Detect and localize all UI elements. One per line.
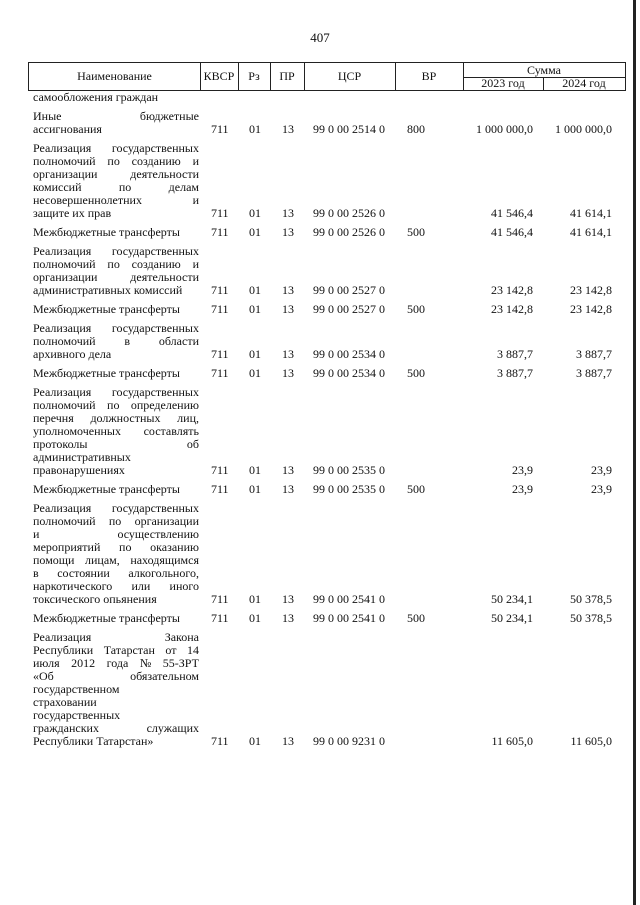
cell-kvsr: 711 — [211, 347, 229, 361]
row-name — [28, 91, 199, 104]
row-name-line: государственных — [33, 708, 121, 722]
cell-rz: 01 — [249, 283, 261, 297]
cell-kvsr: 711 — [211, 592, 229, 606]
cell-csr: 99 0 00 2535 0 — [313, 482, 385, 496]
row-name-line: перечня должностных лиц, — [33, 411, 199, 425]
cell-rz: 01 — [249, 734, 261, 748]
table-row — [28, 245, 626, 297]
table-row — [28, 483, 626, 496]
cell-a2023: 11 605,0 — [491, 734, 533, 748]
cell-pr: 13 — [282, 611, 294, 625]
table-row — [28, 631, 626, 748]
row-name-line: несовершеннолетних и — [33, 193, 199, 207]
header-csr: ЦСР — [304, 63, 396, 90]
cell-rz: 01 — [249, 611, 261, 625]
table-header — [28, 62, 626, 91]
cell-rz: 01 — [249, 302, 261, 316]
row-name — [28, 226, 199, 239]
table-row — [28, 502, 626, 606]
row-name-line: защите их прав — [33, 206, 112, 220]
row-name-line: правонарушениях — [33, 463, 125, 477]
row-name — [28, 245, 199, 297]
cell-a2023: 23 142,8 — [491, 283, 533, 297]
table-row — [28, 142, 626, 220]
header-vr: ВР — [395, 63, 464, 90]
row-name-line: полномочий по организации — [33, 514, 199, 528]
cell-a2024: 50 378,5 — [570, 592, 612, 606]
cell-csr: 99 0 00 2526 0 — [313, 206, 385, 220]
cell-kvsr: 711 — [211, 734, 229, 748]
cell-kvsr: 711 — [211, 482, 229, 496]
cell-a2023: 1 000 000,0 — [476, 122, 533, 136]
header-pr: ПР — [270, 63, 305, 90]
cell-pr: 13 — [282, 366, 294, 380]
cell-kvsr: 711 — [211, 225, 229, 239]
row-name-line: Реализация государственных — [33, 244, 199, 258]
cell-a2024: 23 142,8 — [570, 302, 612, 316]
table-row — [28, 386, 626, 477]
row-name-line: Межбюджетные трансферты — [33, 302, 180, 316]
cell-pr: 13 — [282, 734, 294, 748]
table-row — [28, 91, 626, 104]
cell-kvsr: 711 — [211, 611, 229, 625]
row-name — [28, 386, 199, 477]
header-year-2024: 2024 год — [562, 76, 606, 90]
cell-kvsr: 711 — [211, 366, 229, 380]
scan-edge — [633, 0, 636, 905]
row-name-line: Реализация Закона — [33, 630, 199, 644]
table-row — [28, 226, 626, 239]
cell-pr: 13 — [282, 592, 294, 606]
row-name-line: комиссий по делам — [33, 180, 199, 194]
cell-a2023: 50 234,1 — [491, 592, 533, 606]
row-name-line: Республики Татарстан от 14 — [33, 643, 199, 657]
row-name-line: в состоянии алкогольного, — [33, 566, 199, 580]
row-name — [28, 322, 199, 361]
cell-csr: 99 0 00 2527 0 — [313, 283, 385, 297]
table-row — [28, 303, 626, 316]
cell-pr: 13 — [282, 302, 294, 316]
cell-csr: 99 0 00 2526 0 — [313, 225, 385, 239]
row-name — [28, 142, 199, 220]
cell-rz: 01 — [249, 366, 261, 380]
row-name-line: Реализация государственных — [33, 385, 199, 399]
cell-vr: 800 — [407, 122, 425, 136]
cell-a2023: 50 234,1 — [491, 611, 533, 625]
cell-csr: 99 0 00 2534 0 — [313, 366, 385, 380]
row-name-line: страховании — [33, 695, 97, 709]
cell-a2023: 23 142,8 — [491, 302, 533, 316]
cell-a2024: 23 142,8 — [570, 283, 612, 297]
row-name-line: Межбюджетные трансферты — [33, 366, 180, 380]
cell-a2023: 3 887,7 — [497, 347, 533, 361]
row-name — [28, 502, 199, 606]
cell-csr: 99 0 00 2535 0 — [313, 463, 385, 477]
header-rz: Рз — [238, 63, 271, 90]
row-name-line: помощи лицам, находящимся — [33, 553, 199, 567]
row-name-line: государственном — [33, 682, 120, 696]
cell-pr: 13 — [282, 225, 294, 239]
cell-a2023: 3 887,7 — [497, 366, 533, 380]
cell-kvsr: 711 — [211, 122, 229, 136]
cell-rz: 01 — [249, 225, 261, 239]
table-row — [28, 367, 626, 380]
row-name-line: и осуществлению — [33, 527, 199, 541]
cell-kvsr: 711 — [211, 302, 229, 316]
cell-csr: 99 0 00 2527 0 — [313, 302, 385, 316]
row-name-line: Реализация государственных — [33, 321, 199, 335]
cell-kvsr: 711 — [211, 283, 229, 297]
header-name: Наименование — [29, 63, 201, 90]
header-sum: Сумма — [463, 63, 625, 78]
cell-vr: 500 — [407, 366, 425, 380]
cell-pr: 13 — [282, 347, 294, 361]
cell-a2024: 3 887,7 — [576, 347, 612, 361]
cell-vr: 500 — [407, 482, 425, 496]
row-name-line: токсического опьянения — [33, 592, 157, 606]
row-name-line: Иные бюджетные — [33, 109, 199, 123]
cell-kvsr: 711 — [211, 463, 229, 477]
row-name — [28, 110, 199, 136]
cell-vr: 500 — [407, 225, 425, 239]
row-name — [28, 303, 199, 316]
cell-pr: 13 — [282, 463, 294, 477]
row-name-line: полномочий по созданию и — [33, 154, 199, 168]
row-name-line: Межбюджетные трансферты — [33, 225, 180, 239]
row-name — [28, 612, 199, 625]
table-row — [28, 322, 626, 361]
page-number: 407 — [310, 30, 330, 45]
cell-a2023: 23,9 — [512, 482, 533, 496]
cell-rz: 01 — [249, 206, 261, 220]
table-row — [28, 110, 626, 136]
row-name — [28, 483, 199, 496]
row-name-line: протоколы об — [33, 437, 199, 451]
cell-a2024: 3 887,7 — [576, 366, 612, 380]
row-name-line: наркотического или иного — [33, 579, 199, 593]
header-year-2023: 2023 год — [463, 77, 544, 90]
cell-csr: 99 0 00 9231 0 — [313, 734, 385, 748]
row-name-line: ассигнования — [33, 122, 102, 136]
row-name-line: Реализация государственных — [33, 501, 199, 515]
cell-a2024: 50 378,5 — [570, 611, 612, 625]
row-name — [28, 367, 199, 380]
cell-pr: 13 — [282, 206, 294, 220]
row-name-line: «Об обязательном — [33, 669, 199, 683]
cell-a2024: 23,9 — [591, 482, 612, 496]
cell-kvsr: 711 — [211, 206, 229, 220]
row-name-line: полномочий по определению — [33, 398, 199, 412]
cell-a2024: 41 614,1 — [570, 206, 612, 220]
cell-csr: 99 0 00 2541 0 — [313, 611, 385, 625]
cell-a2024: 11 605,0 — [570, 734, 612, 748]
row-name-line: административных комиссий — [33, 283, 183, 297]
cell-a2023: 23,9 — [512, 463, 533, 477]
row-name-line: полномочий в области — [33, 334, 199, 348]
row-name — [28, 631, 199, 748]
cell-csr: 99 0 00 2514 0 — [313, 122, 385, 136]
cell-vr: 500 — [407, 611, 425, 625]
cell-csr: 99 0 00 2541 0 — [313, 592, 385, 606]
row-name-line: самообложения граждан — [33, 90, 159, 104]
cell-pr: 13 — [282, 482, 294, 496]
cell-rz: 01 — [249, 463, 261, 477]
row-name-line: Реализация государственных — [33, 141, 199, 155]
row-name-line: июля 2012 года № 55-ЗРТ — [33, 656, 199, 670]
cell-pr: 13 — [282, 283, 294, 297]
cell-rz: 01 — [249, 122, 261, 136]
row-name-line: полномочий по созданию и — [33, 257, 199, 271]
row-name-line: Межбюджетные трансферты — [33, 611, 180, 625]
cell-a2024: 1 000 000,0 — [555, 122, 612, 136]
row-name-line: организации деятельности — [33, 167, 199, 181]
row-name-line: Республики Татарстан» — [33, 734, 154, 748]
table-row — [28, 612, 626, 625]
cell-vr: 500 — [407, 302, 425, 316]
cell-a2023: 41 546,4 — [491, 225, 533, 239]
row-name-line: Межбюджетные трансферты — [33, 482, 180, 496]
header-sum-group — [463, 63, 625, 90]
row-name-line: уполномоченных составлять — [33, 424, 199, 438]
cell-rz: 01 — [249, 482, 261, 496]
cell-rz: 01 — [249, 592, 261, 606]
cell-a2024: 41 614,1 — [570, 225, 612, 239]
cell-a2024: 23,9 — [591, 463, 612, 477]
row-name-line: гражданских служащих — [33, 721, 199, 735]
header-kvsr: КВСР — [200, 63, 239, 90]
row-name-line: организации деятельности — [33, 270, 199, 284]
row-name-line: административных — [33, 450, 131, 464]
table-body — [28, 91, 626, 748]
row-name-line: мероприятий по оказанию — [33, 540, 199, 554]
cell-a2023: 41 546,4 — [491, 206, 533, 220]
cell-csr: 99 0 00 2534 0 — [313, 347, 385, 361]
cell-pr: 13 — [282, 122, 294, 136]
row-name-line: архивного дела — [33, 347, 112, 361]
cell-rz: 01 — [249, 347, 261, 361]
